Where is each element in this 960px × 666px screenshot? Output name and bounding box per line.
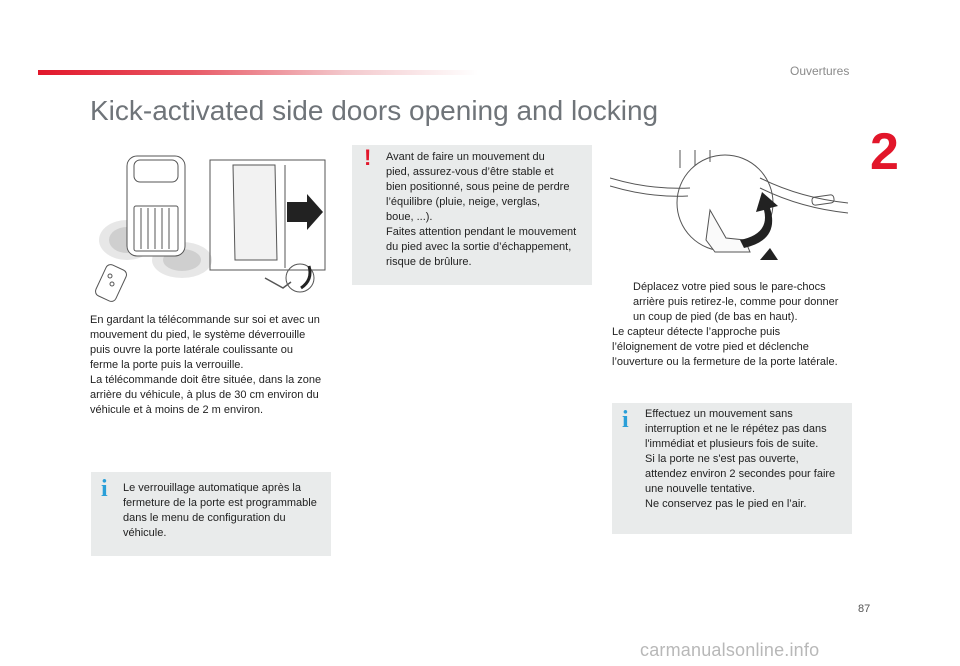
- warning-box-text: [386, 150, 591, 270]
- intro-text: [90, 313, 335, 418]
- intro-line: véhicule et à moins de 2 m environ.: [90, 404, 264, 416]
- info-line: attendez environ 2 secondes pour faire: [645, 468, 836, 480]
- intro-line: mouvement du pied, le système déverrouille: [90, 329, 306, 341]
- info-line: Ne conservez pas le pied en l’air.: [645, 498, 807, 510]
- info-icon: i: [622, 407, 629, 433]
- step-line: arrière puis retirez-le, comme pour donner: [633, 296, 839, 308]
- rear-bumper-foot-illustration: [610, 148, 850, 273]
- step-after-line: Le capteur détecte l’approche puis: [612, 326, 781, 338]
- intro-line: La télécommande doit être située, dans la zone: [90, 374, 322, 386]
- info-box-right: [612, 403, 852, 534]
- info-line: Si la porte ne s'est pas ouverte,: [645, 453, 799, 465]
- info-icon: i: [101, 476, 108, 502]
- page-number: 87: [858, 603, 871, 615]
- intro-line: ferme la porte puis la verrouille.: [90, 359, 244, 371]
- warning-line: Avant de faire un mouvement du: [386, 151, 545, 163]
- warning-line: l’équilibre (pluie, neige, verglas,: [386, 196, 541, 208]
- intro-line: En gardant la télécommande sur soi et avec un: [90, 314, 320, 326]
- info-line: dans le menu de configuration du: [123, 512, 286, 524]
- step-line: un coup de pied (de bas en haut).: [633, 311, 798, 323]
- header-accent-bar: [38, 70, 478, 75]
- warning-line: boue, ...).: [386, 211, 433, 223]
- page-title: Kick-activated side doors opening and locking: [90, 95, 659, 126]
- step-after-line: l’ouverture ou la fermeture de la porte latérale.: [612, 356, 838, 368]
- info-line: Le verrouillage automatique après la: [123, 482, 301, 494]
- info-box-left: [91, 472, 331, 556]
- step-after-line: l’éloignement de votre pied et déclenche: [612, 341, 809, 353]
- warning-line: risque de brûlure.: [386, 256, 472, 268]
- intro-line: puis ouvre la porte latérale coulissante ou: [90, 344, 294, 356]
- info-line: véhicule.: [123, 527, 167, 539]
- info-line: Effectuez un mouvement sans: [645, 408, 793, 420]
- chapter-number: 2: [870, 123, 899, 181]
- step-line: Déplacez votre pied sous le pare-chocs: [633, 281, 826, 293]
- side-door-foot-illustration: [205, 150, 335, 300]
- step-text: [633, 280, 858, 325]
- warning-line: du pied avec la sortie d’échappement,: [386, 241, 572, 253]
- info-line: interruption et ne le répétez pas dans: [645, 423, 827, 435]
- intro-line: arrière du véhicule, à plus de 30 cm environ du: [90, 389, 319, 401]
- info-box-left-text: [123, 481, 328, 541]
- warning-line: pied, assurez-vous d’être stable et: [386, 166, 554, 178]
- warning-line: bien positionné, sous peine de perdre: [386, 181, 570, 193]
- info-line: l'immédiat et plusieurs fois de suite.: [645, 438, 819, 450]
- info-line: fermeture de la porte est programmable: [123, 497, 317, 509]
- section-title: Ouvertures: [790, 64, 850, 78]
- watermark: carmanualsonline.info: [640, 640, 820, 660]
- warning-line: Faites attention pendant le mouvement: [386, 226, 577, 238]
- step-after-text: [612, 325, 857, 370]
- info-box-right-text: [645, 407, 850, 512]
- warning-box: [352, 145, 592, 285]
- warning-icon: !: [364, 145, 372, 170]
- info-line: une nouvelle tentative.: [645, 483, 756, 495]
